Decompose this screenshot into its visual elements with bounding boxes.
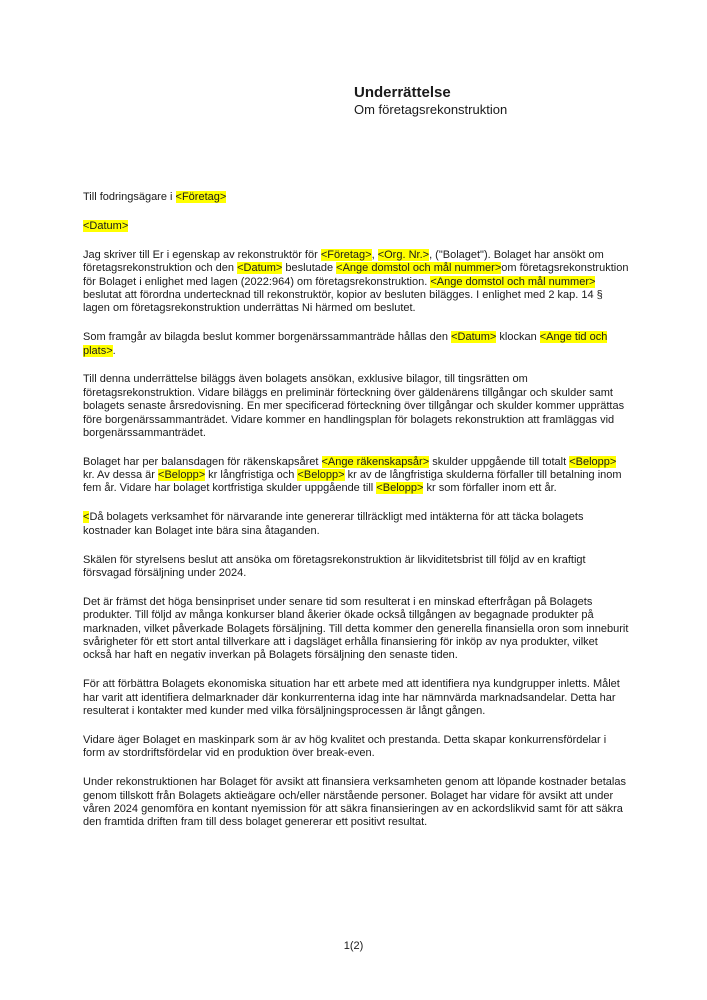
text-run: om företagsrekonstruktion för Bolaget i enlighet med lagen (2022:964) om företagsrekonstruktion. (83, 262, 629, 288)
text-run: kr av de långfristiga skulderna förfaller till betalning inom fem år. Vidare har bolaget kortfristiga skulder uppgående till (83, 469, 622, 495)
placeholder-highlight: <Företag> (175, 191, 227, 203)
text-run: beslutat att förordna undertecknad till rekonstruktör, kopior av besluten bilägges. I enlighet med 2 kap. 14 § lagen om företagsrekonstruktion underrättas Ni härmed om beslutet. (83, 288, 603, 315)
document-body (83, 191, 629, 845)
text-run: kr. Av dessa är (83, 469, 159, 482)
paragraph (83, 596, 629, 663)
placeholder-highlight: < (83, 511, 90, 524)
placeholder-highlight: <Datum> (83, 219, 129, 232)
text-run: Under rekonstruktionen har Bolaget för avsikt att finansiera verksamheten genom att löpande kostnader betalas genom tillskott från Bolagets aktieägare och/eller närstående personer. Bolaget har vidare för avsikt att under våren 2024 genomföra en kontant nyemission för att säkra finansieringen av en ackordslikvid samt för att säkra den framtida driften fram till dess bolaget genererar ett positivt resultat. (83, 776, 626, 829)
placeholder-highlight: <Org. Nr.> (377, 248, 430, 261)
text-run: Som framgår av bilagda beslut kommer borgenärssammanträde hållas den (83, 331, 452, 344)
text-run: kr som förfaller inom ett år. (423, 482, 557, 495)
placeholder-highlight: <Belopp> (297, 469, 345, 482)
text-run: Jag skriver till Er i egenskap av rekonstruktör för (83, 248, 321, 261)
text-run: klockan (496, 331, 540, 344)
placeholder-highlight: <Belopp> (158, 469, 206, 482)
text-run: Det är främst det höga bensinpriset under senare tid som resulterat i en minskad efterfrågan på Bolagets produkter. Till följd av många konkurser bland åkerier ökade också tillgången av begagnade produkter på marknaden, vilket påverkade Bolagets försäljning. Till detta kommer den generella finansiella oron som inneburit svårigheter för ett stort antal tillverkare att i dagsläget erhålla finansiering för inköp av nya produkter, vilket också har haft en negativ inverkan på Bolagets försäljning den senaste tiden. (83, 595, 629, 662)
placeholder-highlight: <Företag> (320, 248, 372, 261)
placeholder-highlight: <Ange domstol och mål nummer> (430, 275, 596, 288)
paragraph (83, 331, 629, 358)
placeholder-highlight: <Ange räkenskapsår> (321, 455, 430, 468)
text-run: Bolaget har per balansdagen för räkenskapsåret (83, 455, 322, 468)
paragraph (83, 511, 629, 538)
text-run: Till fodringsägare i (83, 191, 176, 203)
text-run: Till denna underrättelse biläggs även bolagets ansökan, exklusive bilagor, till tingsrätten om företagsrekonstruktion. Vidare biläggs en preliminär förteckning över gäldenärens tillgångar och skulder samt bolagets senaste årsredovisning. En mer specificerad förteckning över tillgångar och skulder kommer upprättas före borgenärssammanträdet. Vidare kommer en handlingsplan för bolagets rekonstruktion att framläggas vid borgenärssammanträdet. (83, 373, 625, 439)
placeholder-highlight: <Datum> (451, 331, 497, 344)
text-run: , (371, 248, 378, 261)
page-footer (0, 940, 707, 953)
text-run: . (112, 344, 116, 357)
text-run: För att förbättra Bolagets ekonomiska situation har ett arbete med att identifiera nya kundgrupper inletts. Målet har varit att identifiera delmarknader där konkurrenterna idag inte har nämnvärda marknadsandelar. Detta har resulterat i kontakter med kunder med vilka försäljningsprocessen är långt gången. (83, 678, 620, 717)
text-run: Då bolagets verksamhet för närvarande inte genererar tillräckligt med intäkterna för att täcka bolagets kostnader kan Bolaget inte bära sina åtaganden. (83, 511, 584, 537)
page-number: 1(2) (343, 940, 364, 952)
paragraph (83, 220, 629, 233)
paragraph (83, 776, 629, 829)
text-run: kr långfristiga och (205, 469, 298, 482)
document-header (354, 83, 507, 118)
text-run: beslutade (282, 262, 337, 275)
text-run: skulder uppgående till totalt (429, 455, 570, 468)
paragraph (83, 734, 629, 761)
placeholder-highlight: <Ange tid och plats> (83, 331, 608, 357)
placeholder-highlight: <Ange domstol och mål nummer> (336, 262, 502, 275)
paragraph (83, 249, 629, 316)
paragraph (83, 191, 629, 204)
paragraph (83, 678, 629, 718)
document-subtitle: Om företagsrekonstruktion (354, 102, 508, 117)
text-run: , ("Bolaget"). Bolaget har ansökt om företagsrekonstruktion och den (83, 248, 604, 275)
document-title: Underrättelse (354, 84, 451, 101)
text-run: Skälen för styrelsens beslut att ansöka om företagsrekonstruktion är likviditetsbrist till följd av en kraftigt försvagad försäljning under 2024. (83, 553, 586, 580)
text-run: Vidare äger Bolaget en maskinpark som är av hög kvalitet och prestanda. Detta skapar konkurrensfördelar i form av stordriftsfördelar vid en produktion över break-even. (83, 733, 607, 760)
paragraph (83, 373, 629, 440)
placeholder-highlight: <Belopp> (376, 482, 424, 495)
paragraph (83, 456, 629, 496)
placeholder-highlight: <Datum> (237, 262, 283, 275)
placeholder-highlight: <Belopp> (569, 455, 617, 468)
paragraph (83, 554, 629, 581)
